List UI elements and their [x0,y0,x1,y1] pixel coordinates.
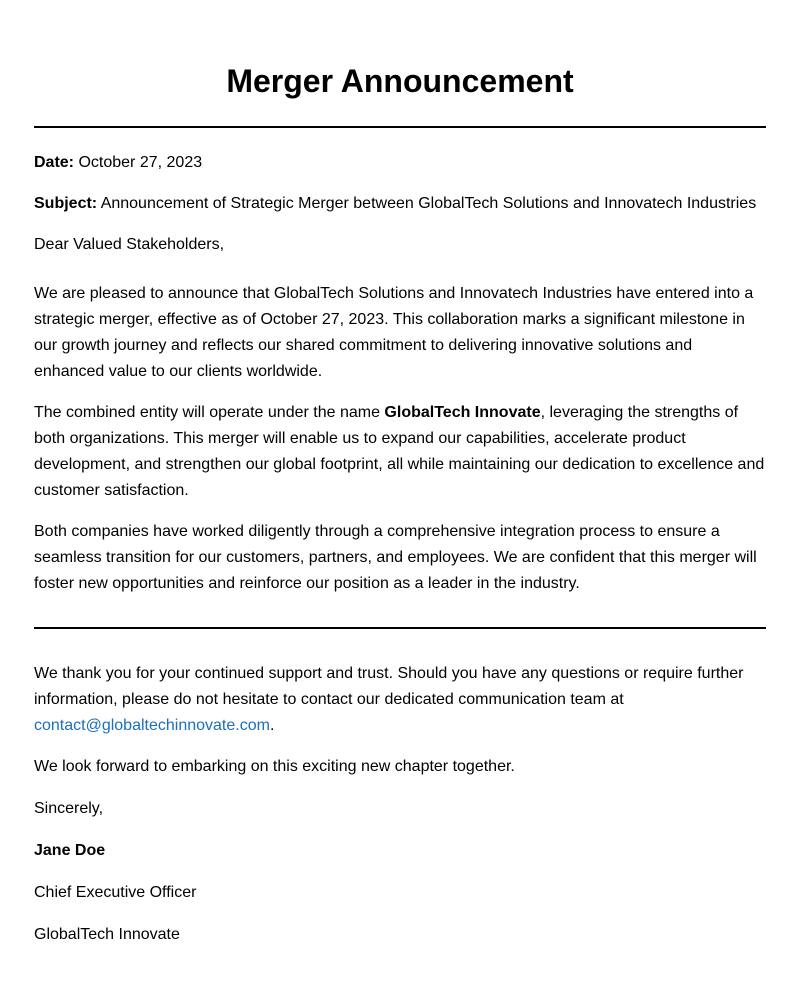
signer-name: Jane Doe [34,842,106,859]
subject-label: Subject: [34,195,98,212]
entity-name: GlobalTech Innovate [384,404,541,421]
signer-company: GlobalTech Innovate [34,926,180,943]
date-value: October 27, 2023 [78,154,203,171]
paragraph-text-before: The combined entity will operate under the name [34,404,385,421]
top-divider [34,126,766,128]
subject-value: Announcement of Strategic Merger between GlobalTech Solutions and Innovatech Industries [100,195,757,212]
contact-text-before: We thank you for your continued support and trust. Should you have any questions or require further information, please do not hesitate to contact our dedicated communication team at [34,665,744,708]
contact-email-link[interactable]: contact@globaltechinnovate.com [34,717,270,734]
bottom-divider [34,627,766,629]
subject-line [34,191,766,217]
date-line [34,150,766,176]
closing-salutation: Sincerely, [34,800,104,817]
paragraph-contact [34,661,766,739]
paragraph-combined-entity [34,400,766,504]
signer-title: Chief Executive Officer [34,884,197,901]
paragraph-integration: Both companies have worked diligently through a comprehensive integration process to ensure a seamless transition for our customers, partners, and employees. We are confident that this merger will foster new opportunities and reinforce our position as a leader in the industry. [34,523,757,592]
contact-text-after: . [269,717,275,734]
page-title: Merger Announcement [226,63,574,99]
paragraph-text-after: , leveraging the strengths of both organizations. This merger will enable us to expand our capabilities, accelerate product development, and strengthen our global footprint, all while maintaining our dedication to excellence and customer satisfaction. [34,404,765,499]
paragraph-announcement: We are pleased to announce that GlobalTech Solutions and Innovatech Industries have entered into a strategic merger, effective as of October 27, 2023. This collaboration marks a significant milestone in our growth journey and reflects our shared commitment to delivering innovative solutions and enhanced value to our clients worldwide. [34,285,754,380]
date-label: Date: [34,154,75,171]
greeting: Dear Valued Stakeholders, [34,236,225,253]
paragraph-closing-remark: We look forward to embarking on this exciting new chapter together. [34,758,515,775]
